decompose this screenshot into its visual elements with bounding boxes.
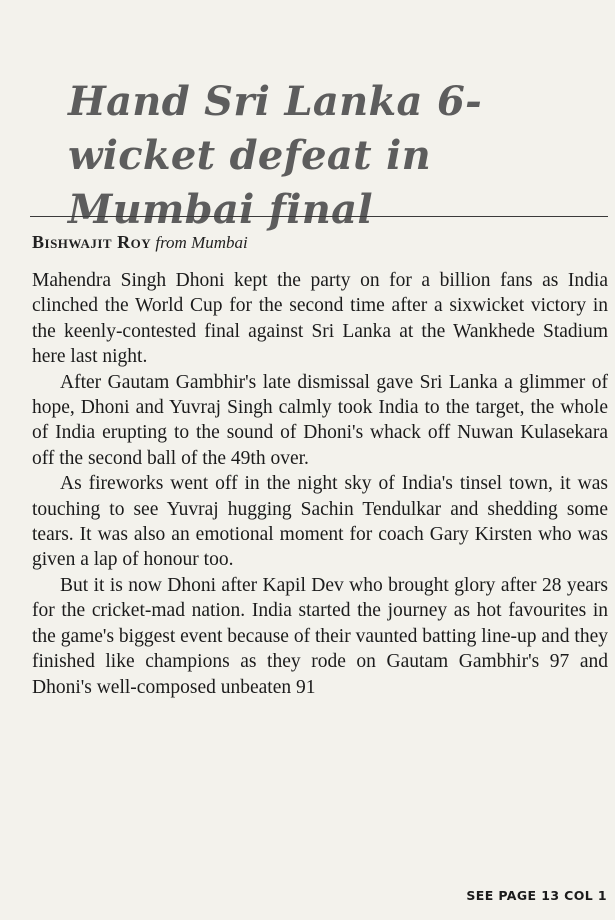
headline: Hand Sri Lanka 6-wicket defeat in Mumbai final [68,77,482,233]
paragraph-2: After Gautam Gambhir's late dismissal gave Sri Lanka a glimmer of hope, Dhoni and Yuvraj Singh calmly took India to the target, the whole of India erupting to the sound of Dhoni's whack off Nuwan Kulasekara off the second ball of the 49th over. [32,371,608,469]
author-name: Bishwajit Roy [32,232,152,252]
paragraph-1: Mahendra Singh Dhoni kept the party on for a billion fans as India clinched the World Cup for the second time after a sixwicket victory in the keenly-contested final against Sri Lanka at the Wankhede Stadium here last night. [32,270,608,368]
article-body [32,268,608,700]
paragraph-4: But it is now Dhoni after Kapil Dev who brought glory after 28 years for the cricket-mad nation. India started the journey as hot favourites in the game's biggest event because of their vaunted batting line-up and they finished like champions as they rode on Gautam Gambhir's 97 and Dhoni's well-composed unbeaten 91 [32,574,608,698]
byline-divider [30,216,608,217]
byline [32,232,248,253]
dateline: from Mumbai [155,233,248,252]
continuation-note: SEE PAGE 13 COL 1 [466,888,607,903]
paragraph-3: As fireworks went off in the night sky of India's tinsel town, it was touching to see Yuvraj hugging Sachin Tendulkar and shedding some tears. It was also an emotional moment for coach Gary Kirsten who was given a lap of honour too. [32,473,608,571]
